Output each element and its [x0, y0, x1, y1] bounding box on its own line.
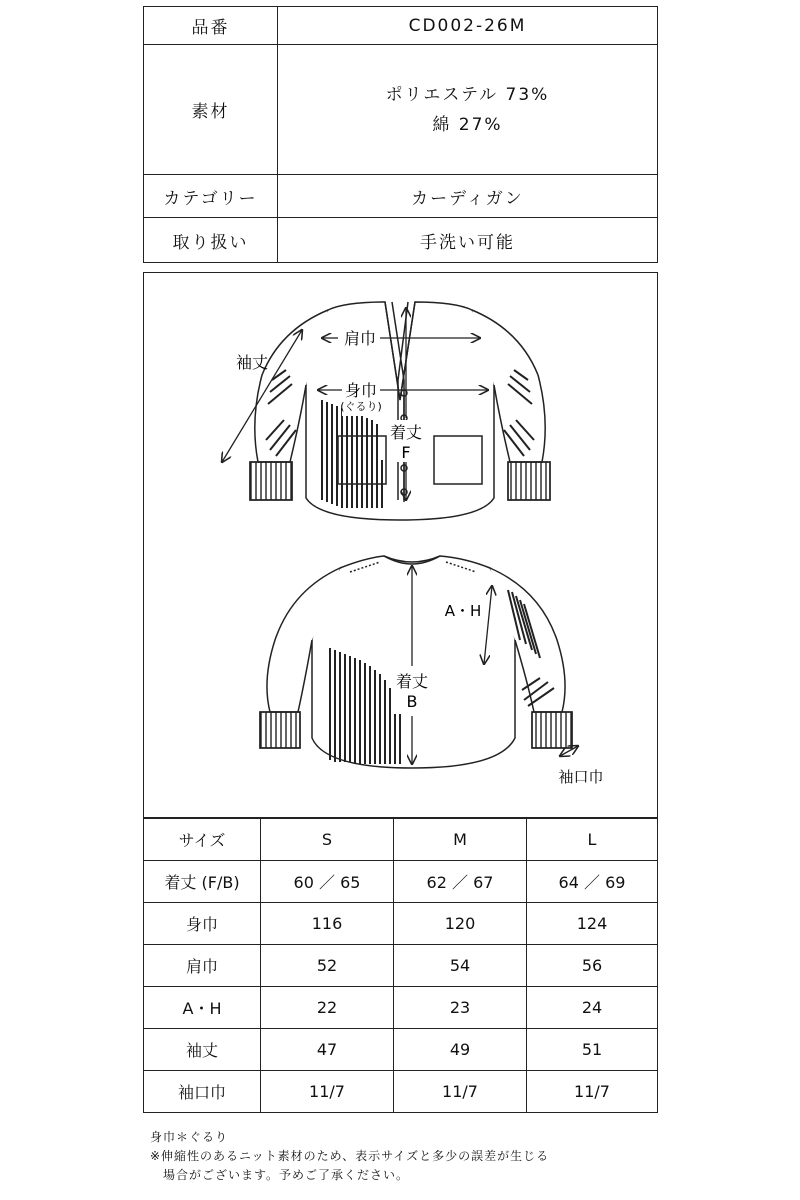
- size-cell: 64 ／ 69: [527, 861, 658, 903]
- size-cell: 124: [527, 903, 658, 945]
- size-row-label: 着丈 (F/B): [144, 861, 261, 903]
- size-row-label: 肩巾: [144, 945, 261, 987]
- note-line: 場合がございます。予めご了承ください。: [150, 1168, 410, 1182]
- spec-label: 品番: [144, 7, 278, 45]
- shoulder-width-label: 肩巾: [343, 329, 377, 348]
- size-row-label: 袖丈: [144, 1029, 261, 1071]
- size-row: [144, 861, 658, 903]
- size-cell: 47: [261, 1029, 394, 1071]
- spec-label: 素材: [144, 45, 278, 175]
- back-length-label: 着丈: [395, 672, 429, 691]
- size-cell: 11/7: [527, 1071, 658, 1113]
- spec-value: CD002-26M: [278, 7, 658, 45]
- sleeve-length-label: 袖丈: [235, 353, 269, 372]
- front-label: F: [401, 443, 411, 462]
- size-row-label: 身巾: [144, 903, 261, 945]
- notes: [150, 1128, 549, 1185]
- note-line: 身巾＊ぐるり: [150, 1130, 229, 1144]
- size-cell: 116: [261, 903, 394, 945]
- size-table: [143, 818, 658, 1113]
- size-row: [144, 903, 658, 945]
- size-cell: 22: [261, 987, 394, 1029]
- front-length-label: 着丈: [389, 423, 423, 442]
- size-table-header: [144, 819, 658, 861]
- header-cell: L: [527, 819, 658, 861]
- material-line: 綿 27%: [432, 114, 503, 135]
- note-line: ※伸縮性のあるニット素材のため、表示サイズと多少の誤差が生じる: [150, 1149, 550, 1163]
- spec-value: カーディガン: [278, 175, 658, 218]
- size-cell: 23: [394, 987, 527, 1029]
- size-row-label: A・H: [144, 987, 261, 1029]
- size-cell: 11/7: [394, 1071, 527, 1113]
- size-row: [144, 1071, 658, 1113]
- size-cell: 62 ／ 67: [394, 861, 527, 903]
- size-cell: 49: [394, 1029, 527, 1071]
- spec-value: 手洗い可能: [278, 218, 658, 263]
- size-cell: 56: [527, 945, 658, 987]
- size-row: [144, 1029, 658, 1071]
- size-cell: 11/7: [261, 1071, 394, 1113]
- header-cell: サイズ: [144, 819, 261, 861]
- size-row-label: 袖口巾: [144, 1071, 261, 1113]
- back-label: B: [406, 692, 418, 711]
- material-line: ポリエステル 73%: [385, 84, 550, 105]
- cuff-width-label: 袖口巾: [558, 768, 604, 786]
- header-cell: M: [394, 819, 527, 861]
- size-cell: 24: [527, 987, 658, 1029]
- size-row: [144, 987, 658, 1029]
- size-cell: 120: [394, 903, 527, 945]
- back-view-drawing: [260, 556, 572, 768]
- size-row: [144, 945, 658, 987]
- size-cell: 54: [394, 945, 527, 987]
- size-cell: 51: [527, 1029, 658, 1071]
- front-view-drawing: [250, 302, 550, 520]
- body-width-note-label: (ぐるり): [340, 400, 382, 413]
- armhole-label: A・H: [444, 602, 482, 620]
- header-cell: S: [261, 819, 394, 861]
- size-cell: 52: [261, 945, 394, 987]
- body-width-label: 身巾: [344, 381, 378, 400]
- spec-label: カテゴリー: [144, 175, 278, 218]
- size-cell: 60 ／ 65: [261, 861, 394, 903]
- spec-label: 取り扱い: [144, 218, 278, 263]
